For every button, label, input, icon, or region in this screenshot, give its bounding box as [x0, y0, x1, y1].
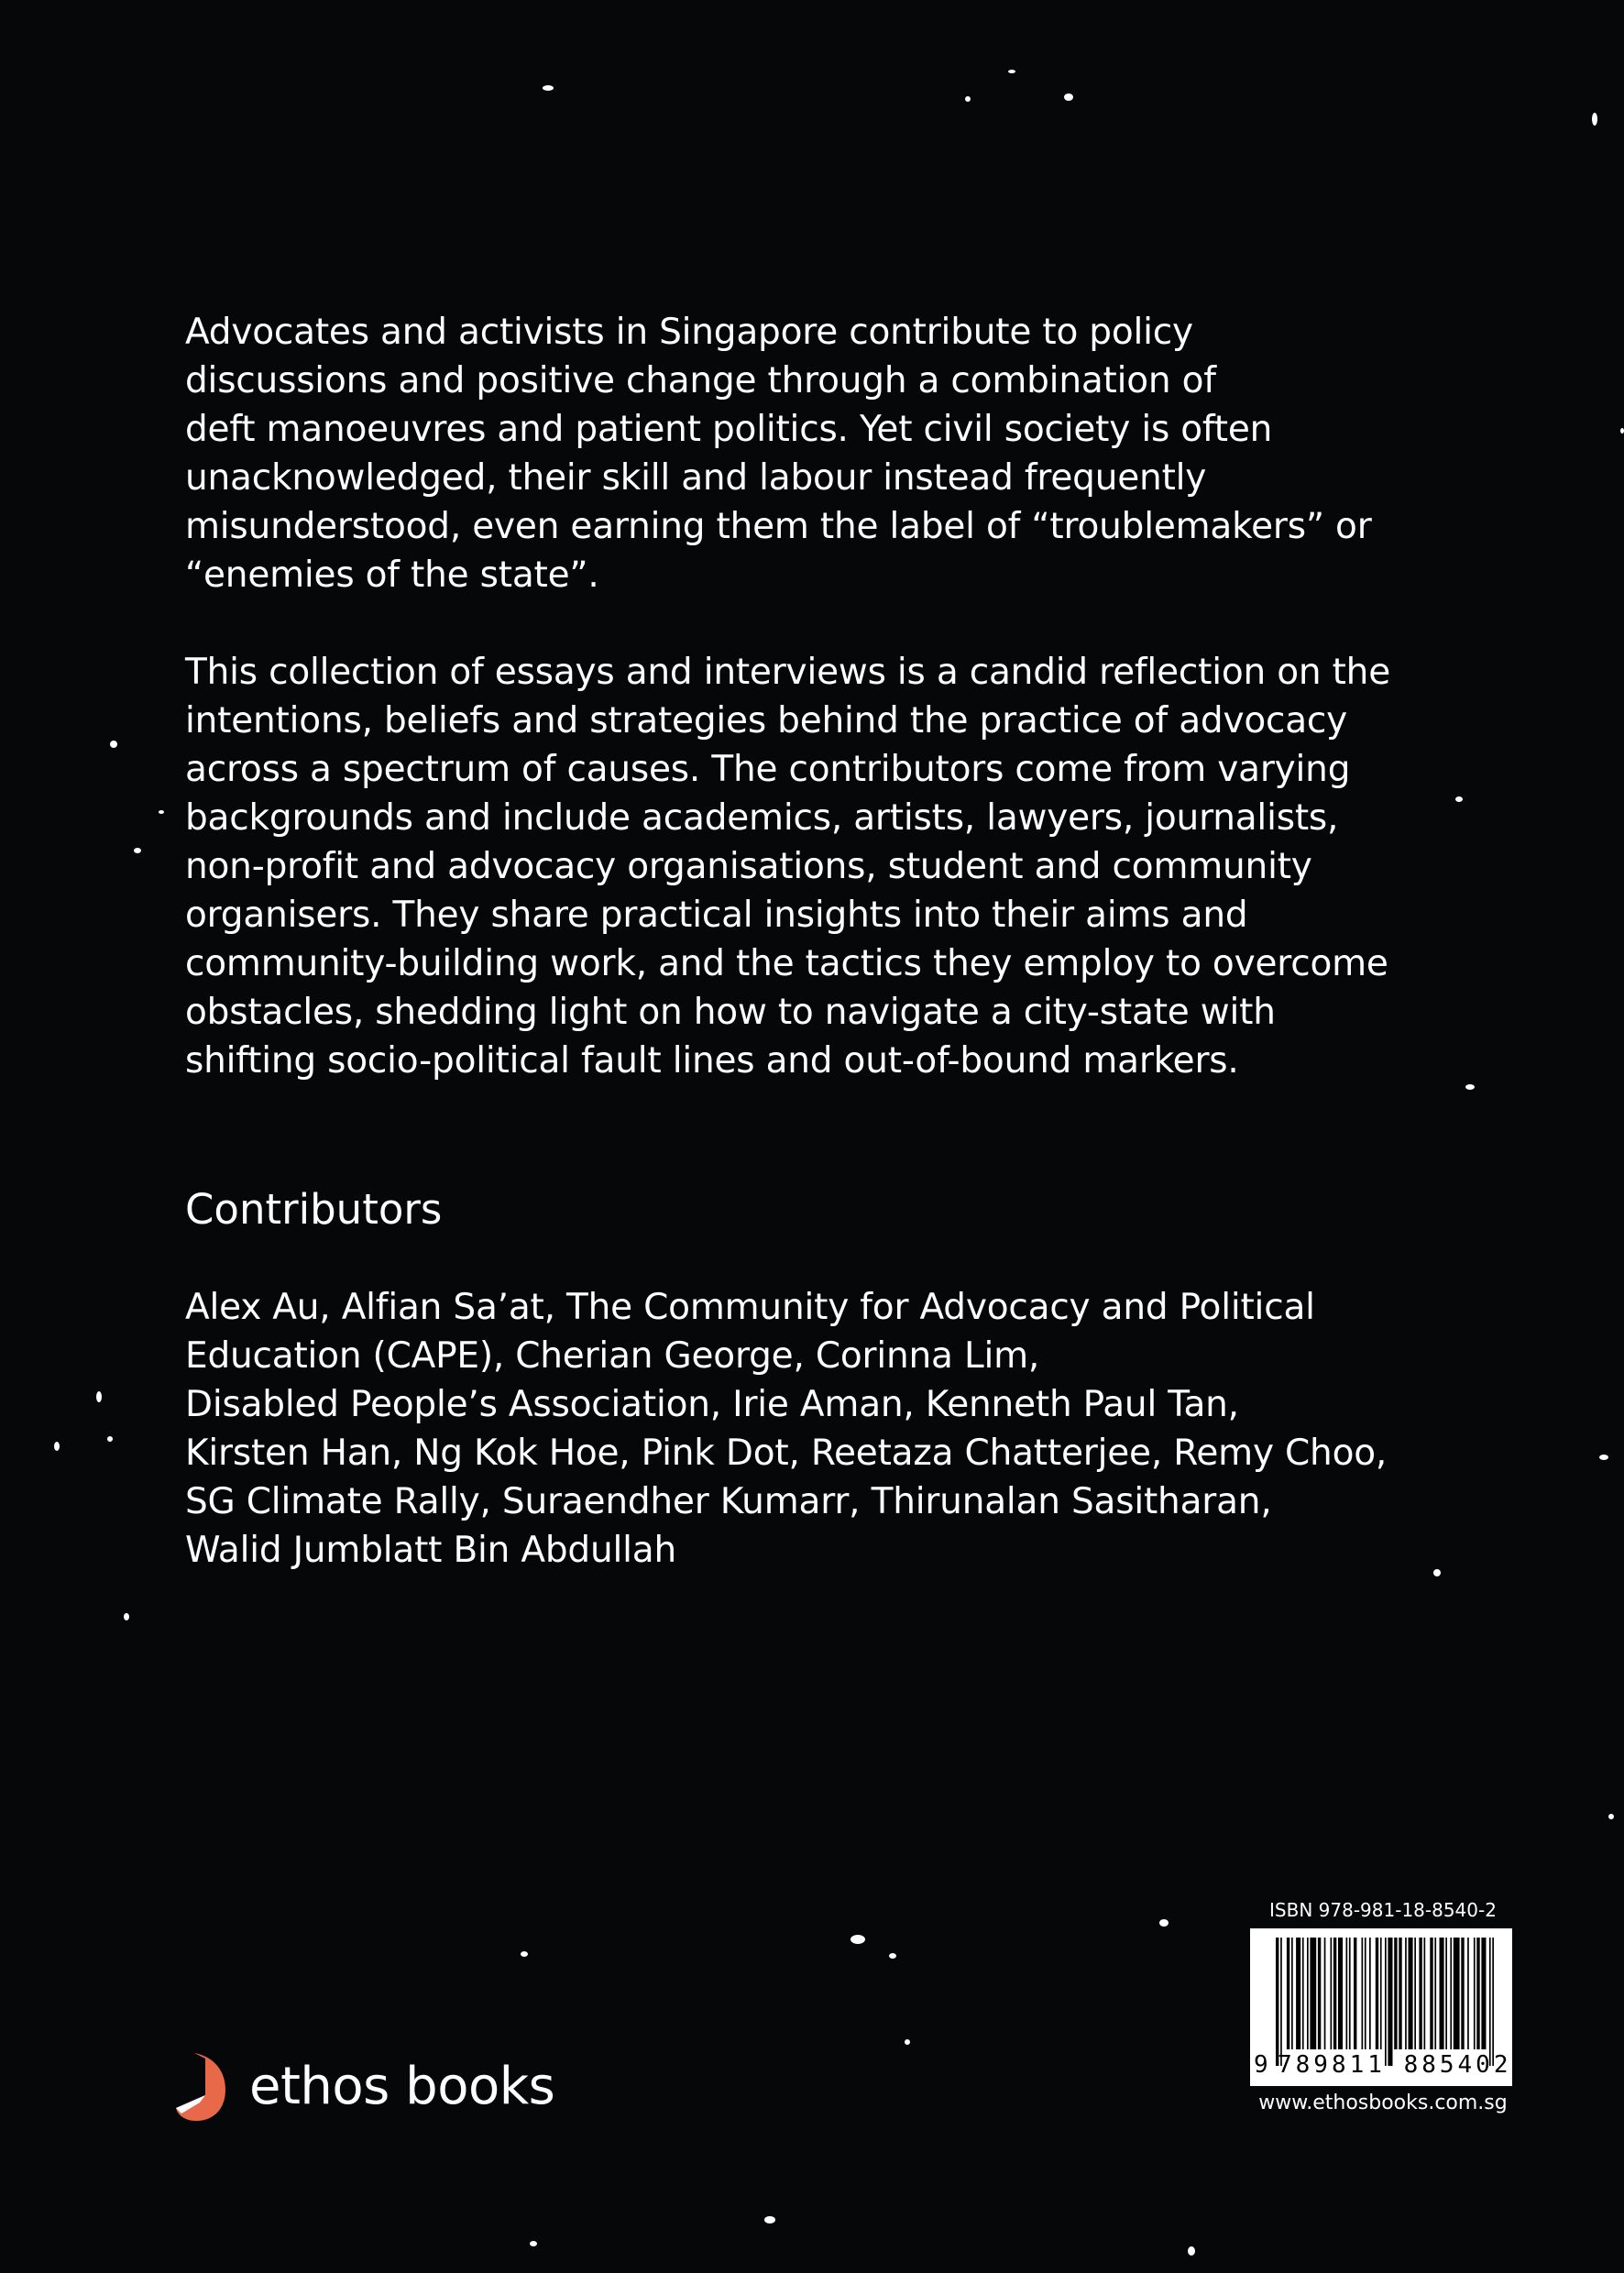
barcode-bar	[1287, 1938, 1289, 2049]
barcode-bar	[1324, 1938, 1326, 2049]
barcode-bar	[1430, 1938, 1432, 2049]
ethos-books-logo-icon	[174, 2049, 229, 2123]
barcode-bar	[1349, 1938, 1351, 2049]
barcode-bar	[1492, 1938, 1494, 2066]
barcode-bar	[1409, 1938, 1413, 2049]
barcode-bar	[1424, 1938, 1426, 2049]
barcode-bar	[1445, 1938, 1447, 2049]
barcode-bar	[1450, 1938, 1452, 2049]
barcode-bar	[1434, 1938, 1436, 2049]
barcode-bar	[1296, 1938, 1300, 2049]
publisher-website: www.ethosbooks.com.sg	[1258, 2092, 1508, 2114]
barcode-bar	[1333, 1938, 1336, 2049]
barcode-bar	[1362, 1938, 1364, 2049]
barcode-bar	[1302, 1938, 1304, 2049]
barcode-bar	[1385, 1938, 1387, 2066]
barcode-bar	[1276, 1938, 1278, 2066]
barcode-bar	[1405, 1938, 1407, 2049]
barcode-bar	[1291, 1938, 1293, 2049]
barcode-bar	[1380, 1938, 1382, 2049]
barcode-bar	[1388, 1938, 1392, 2066]
barcode-bar	[1307, 1938, 1309, 2049]
barcode-bar	[1376, 1938, 1378, 2049]
publisher-name: ethos books	[249, 2056, 555, 2116]
isbn-label: ISBN 978-981-18-8540-2	[1269, 1899, 1497, 1921]
barcode-bar	[1454, 1938, 1460, 2049]
isbn-barcode	[1250, 1928, 1512, 2086]
contributors-list: Alex Au, Alfian Sa’at, The Community for Advocacy and Political Education (CAPE), Cherian George, Corinna Lim, Disabled People’s Association, Irie Aman, Kenneth Paul Tan, Kirsten Han, Ng Kok Hoe, Pink Dot, Reetaza Chatterjee, Remy Choo, SG Climate Rally, Suraendher Kumarr, Thirunalan Sasitharan, Walid Jumblatt Bin Abdullah	[185, 1287, 1388, 1571]
barcode-bar	[1331, 1938, 1333, 2049]
barcode-bar	[1481, 1938, 1486, 2049]
barcode-bar	[1476, 1938, 1479, 2049]
barcode-bar	[1467, 1938, 1469, 2049]
barcode-bar	[1346, 1938, 1348, 2049]
barcode-bar	[1369, 1938, 1371, 2049]
contributors-heading: Contributors	[185, 1185, 443, 1234]
barcode-bar	[1394, 1938, 1397, 2049]
barcode-bar	[1365, 1938, 1366, 2049]
barcode-bar	[1354, 1938, 1356, 2049]
back-cover-blurb	[185, 308, 1487, 1134]
barcode-bar	[1440, 1938, 1444, 2049]
blurb-paragraph-1: Advocates and activists in Singapore contribute to policy discussions and positive change through a combination of deft manoeuvres and patient politics. Yet civil society is often unacknowledged, their skill and labour instead frequently misunderstood, even earning them the label of “troublemakers” or “enemies of the state”.	[185, 312, 1372, 596]
barcode-bar	[1280, 1938, 1282, 2066]
barcode-bar	[1414, 1938, 1416, 2049]
barcode-lead-digit: 9	[1254, 2051, 1268, 2079]
barcode-bar	[1461, 1938, 1464, 2049]
barcode-bar	[1474, 1938, 1476, 2049]
barcode-bar	[1419, 1938, 1421, 2049]
barcode-bar	[1338, 1938, 1343, 2049]
blurb-paragraph-2: This collection of essays and interviews is a candid reflection on the intentions, beliefs and strategies behind the practice of advocacy across a spectrum of causes. The contributors come from varying backgrounds and include academics, artists, lawyers, journalists, non-profit and advocacy organisations, student and community organisers. They share practical insights into their aims and community-building work, and the tactics they employ to overcome obstacles, shedding light on how to navigate a city-state with shifting socio-political fault lines and out-of-bound markers.	[185, 652, 1390, 1082]
barcode-bar	[1310, 1938, 1316, 2049]
barcode-bar	[1318, 1938, 1321, 2049]
barcode-bar	[1399, 1938, 1401, 2049]
publisher-logo	[174, 2049, 554, 2123]
barcode-digits: 789811 885402	[1278, 2051, 1512, 2079]
barcode-bar	[1489, 1938, 1491, 2066]
